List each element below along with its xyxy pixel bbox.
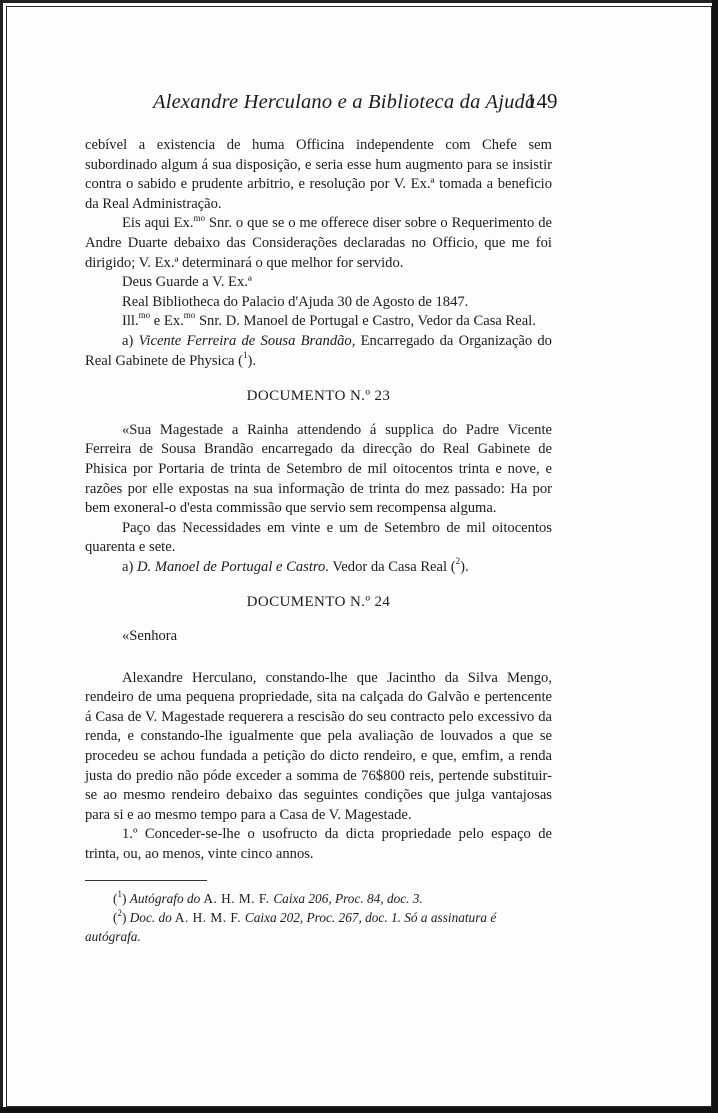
footnote-ref-1: 1 [243, 350, 248, 360]
footnote-divider [85, 880, 207, 881]
document-23-signature: a) D. Manoel de Portugal e Castro. Vedor da Casa Real ($^2$). [85, 558, 552, 578]
document-24-condition-1: 1.º Conceder-se-lhe o usofructo da dicta propriedade pelo espaço de trinta, ou, ao menos, vinte cinco annos. [85, 825, 552, 864]
closing-salutation: Deus Guarde a V. Ex.ª [85, 273, 552, 293]
document-23-body: «Sua Magestade a Rainha attendendo á supplica do Padre Vicente Ferreira de Sousa Brandão encarregado da direcção do Real Gabinete de Phisica por Portaria de trinta de Setembro de mil oitocentos trinta e nove, e razões por elle expostas na sua informação de trinta do mez passado: Ha por bem exoneral-o d'esta commissão que servio sem recompensa alguma. [85, 421, 552, 519]
book-page [6, 6, 712, 1107]
scan-edge-bottom [0, 1107, 718, 1113]
document-23-heading: DOCUMENTO N.º 23 [85, 387, 552, 407]
document-24-heading: DOCUMENTO N.º 24 [85, 593, 552, 613]
footnote-2: ($^2$) Doc. do A. H. M. F. Caixa 202, Proc. 267, doc. 1. Só a assinatura é autógrafa. [85, 908, 552, 946]
signature-line: a) Vicente Ferreira de Sousa Brandão, Encarregado da Organização do Real Gabinete de Physica ($^1$). [85, 332, 552, 371]
scan-edge-top [0, 0, 718, 3]
dateline: Real Bibliotheca do Palacio d'Ajuda 30 de Agosto de 1847. [85, 293, 552, 313]
document-24-salutation: «Senhora [85, 627, 552, 647]
addressee-line: Ill.$^{mo}$ e Ex.$^{mo}$ Snr. D. Manoel de Portugal e Castro, Vedor da Casa Real. [85, 312, 552, 332]
body-text [85, 136, 552, 865]
paragraph-eis-aqui: Eis aqui Ex.$^{mo}$ Snr. o que se o me offerece diser sobre o Requerimento de Andre Duarte debaixo das Considerações declaradas no Officio, que me foi dirigido; V. Ex.ª determinará o que melhor for servido. [85, 214, 552, 273]
footnote-1: ($^1$) Autógrafo do A. H. M. F. Caixa 206, Proc. 84, doc. 3. [85, 889, 552, 908]
running-header: Alexandre Herculano e a Biblioteca da Ajuda [153, 91, 553, 114]
scan-edge-right [712, 0, 718, 1113]
document-23-place-date: Paço das Necessidades em vinte e um de Setembro de mil oitocentos quarenta e sete. [85, 519, 552, 558]
footnote-ref-2: 2 [456, 556, 461, 566]
page-number: 149 [526, 89, 558, 114]
paragraph-continuation: cebível a existencia de huma Officina independente com Chefe sem subordinado algum á sua disposição, e seria esse hum augmento para se insistir contra o sabido e prudente arbitrio, e resolução por V. Ex.ª tomada a beneficio da Real Administração. [85, 136, 552, 214]
footnotes [85, 889, 552, 946]
scan-edge-left [0, 0, 3, 1113]
document-24-body: Alexandre Herculano, constando-lhe que Jacintho da Silva Mengo, rendeiro de uma pequena propriedade, sita na calçada do Galvão e pertencente á Casa de V. Magestade requerera a rescisão do seu contracto pelo excessivo da renda, e constando-lhe igualmente que pela avaliação de louvados a que se procedeu se achou fundada a petição do dicto rendeiro, e que, emfim, a renda justa do predio não póde exceder a somma de 76$800 reis, pertende substituir-se ao mesmo rendeiro debaixo das seguintes condições que julga vantajosas para si e ao mesmo tempo para a Casa de V. Magestade. [85, 669, 552, 826]
